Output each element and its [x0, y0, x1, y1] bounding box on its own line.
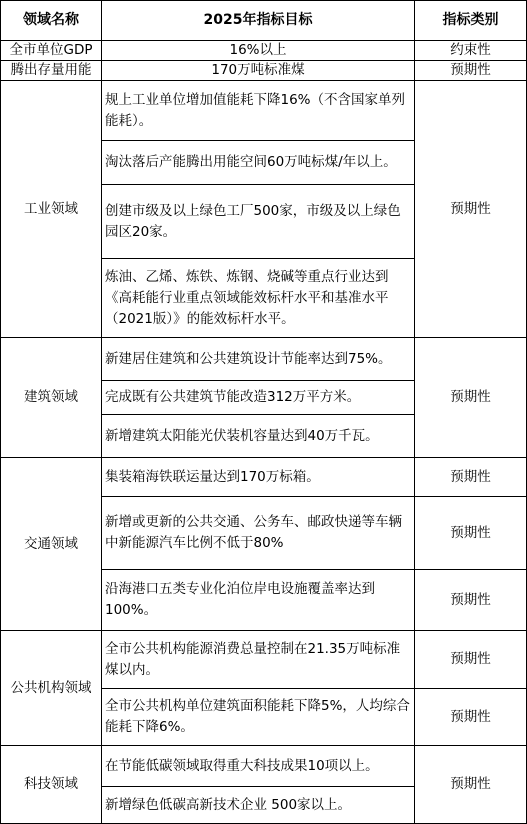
- public-target-2: 全市公共机构单位建筑面积能耗下降5%，人均综合能耗下降6%。: [105, 698, 410, 735]
- transport-category-2: 预期性: [450, 524, 491, 541]
- transport-category-3: 预期性: [450, 591, 491, 608]
- section-tech-category: 预期性: [450, 776, 491, 792]
- public-category-1: 预期性: [450, 651, 491, 667]
- section-tech-domain: 科技领域: [24, 776, 78, 792]
- industry-target-2: 淘汰落后产能腾出用能空间60万吨标煤/年以上。: [105, 154, 397, 170]
- transport-target-1: 集装箱海铁联运量达到170万标箱。: [105, 468, 320, 485]
- industry-target-3: 创建市级及以上绿色工厂500家，市级及以上绿色园区20家。: [105, 202, 401, 240]
- tech-target-2: 新增绿色低碳高新技术企业 500家以上。: [105, 796, 352, 813]
- transport-category-1: 预期性: [450, 468, 491, 485]
- row-gdp-category: 约束性: [450, 42, 491, 58]
- section-transport-domain: 交通领域: [24, 535, 78, 552]
- transport-target-2: 新增或更新的公共交通、公务车、邮政快递等车辆中新能源汽车比例不低于80%: [105, 514, 402, 551]
- section-building-domain: 建筑领域: [24, 389, 78, 405]
- building-target-3: 新增建筑太阳能光伏装机容量达到40万千瓦。: [105, 427, 379, 444]
- public-category-2: 预期性: [450, 708, 491, 725]
- row-energy-target: 170万吨标准煤: [211, 62, 305, 78]
- building-target-2: 完成既有公共建筑节能改造312万平方米。: [105, 389, 361, 405]
- row-gdp-target: 16%以上: [229, 42, 287, 58]
- header-domain: 领域名称: [23, 12, 79, 28]
- row-gdp-domain: 全市单位GDP: [9, 42, 93, 58]
- row-energy-category: 预期性: [450, 62, 491, 78]
- industry-target-1: 规上工业单位增加值能耗下降16%（不含国家单列能耗）。: [105, 91, 406, 129]
- transport-target-3: 沿海港口五类专业化泊位岸电设施覆盖率达到100%。: [105, 581, 375, 618]
- public-target-1: 全市公共机构能源消费总量控制在21.35万吨标准煤以内。: [105, 640, 401, 678]
- header-target: 2025年指标目标: [203, 12, 313, 28]
- row-energy-domain: 腾出存量用能: [10, 62, 92, 78]
- section-industry-domain: 工业领域: [24, 200, 78, 217]
- tech-target-1: 在节能低碳领域取得重大科技成果10项以上。: [105, 757, 379, 774]
- section-industry-category: 预期性: [450, 200, 491, 217]
- section-building-category: 预期性: [450, 389, 491, 405]
- building-target-1: 新建居住建筑和公共建筑设计节能率达到75%。: [105, 350, 392, 367]
- industry-target-4: 炼油、乙烯、炼铁、炼钢、烧碱等重点行业达到《高耗能行业重点领域能效标杆水平和基准水平（2021版）》的能效标杆水平。: [105, 268, 389, 327]
- header-category: 指标类别: [442, 12, 499, 28]
- section-public-domain: 公共机构领域: [10, 679, 92, 696]
